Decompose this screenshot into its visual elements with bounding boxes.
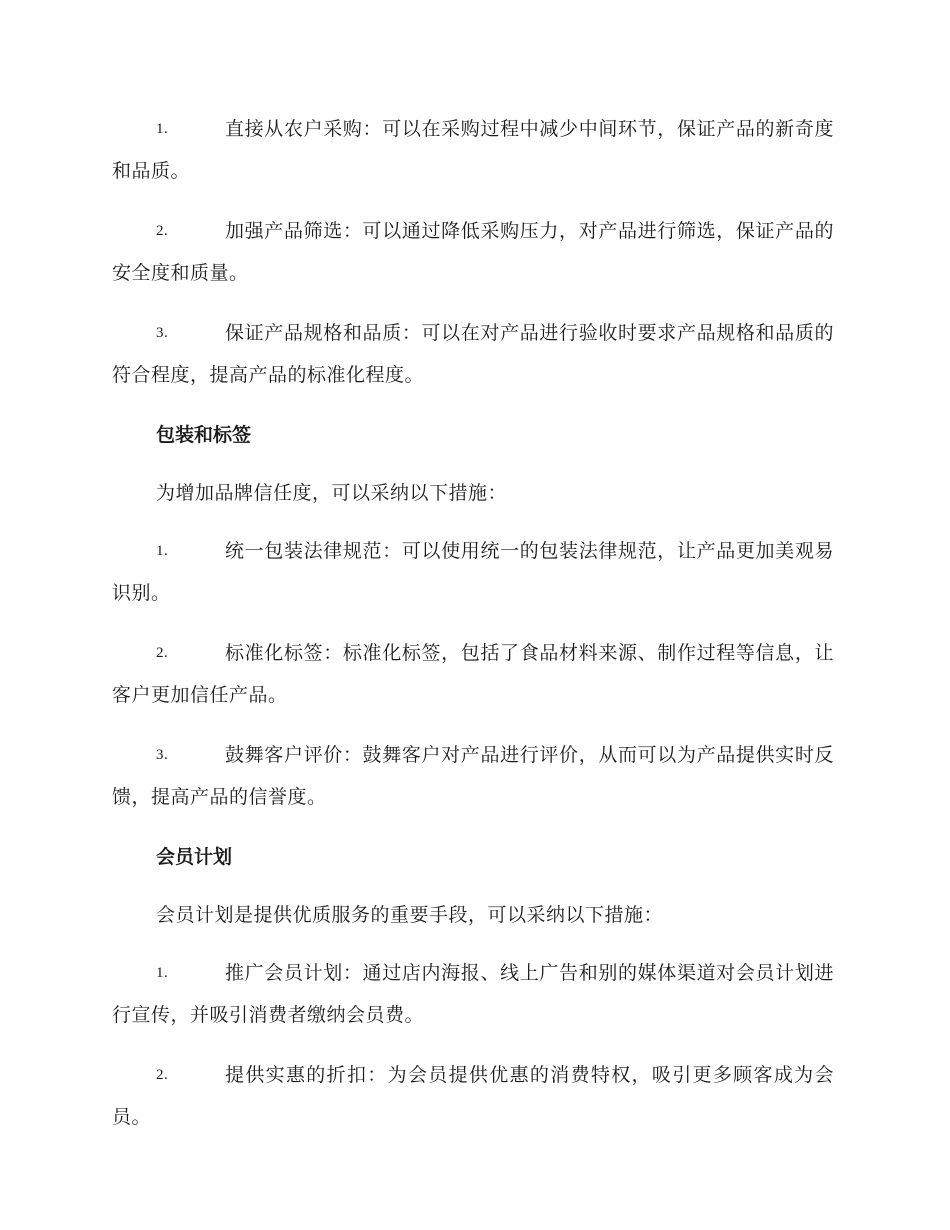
list-item-text: 提供实惠的折扣：为会员提供优惠的消费特权，吸引更多顾客成为会员。 xyxy=(112,1064,834,1128)
list-item-text: 鼓舞客户评价：鼓舞客户对产品进行评价，从而可以为产品提供实时反馈，提高产品的信誉度。 xyxy=(112,744,834,808)
list-item xyxy=(112,530,834,614)
list-item-number: 2. xyxy=(156,223,169,239)
list-item-number: 2. xyxy=(156,1067,169,1083)
list-item-text: 标准化标签：标准化标签，包括了食品材料来源、制作过程等信息，让客户更加信任产品。 xyxy=(112,642,834,706)
list-item xyxy=(112,734,834,818)
section-intro-packaging: 为增加品牌信任度，可以采纳以下措施： xyxy=(156,482,508,504)
list-item xyxy=(112,632,834,716)
list-item-text: 加强产品筛选：可以通过降低采购压力，对产品进行筛选，保证产品的安全度和质量。 xyxy=(112,220,834,284)
list-item-text: 保证产品规格和品质：可以在对产品进行验收时要求产品规格和品质的符合程度，提高产品的标准化程度。 xyxy=(112,322,834,386)
list-item xyxy=(112,312,834,396)
list-item-number: 1. xyxy=(156,965,169,981)
list-item xyxy=(112,210,834,294)
list-item-number: 2. xyxy=(156,645,169,661)
list-item-number: 1. xyxy=(156,543,169,559)
section-heading-packaging: 包装和标签 xyxy=(156,424,252,446)
section-intro-membership: 会员计划是提供优质服务的重要手段，可以采纳以下措施： xyxy=(156,904,664,926)
document-body xyxy=(112,108,834,1156)
section-heading-membership: 会员计划 xyxy=(156,846,233,868)
list-item xyxy=(112,108,834,192)
list-item xyxy=(112,1054,834,1138)
list-item xyxy=(112,952,834,1036)
list-item-text: 推广会员计划：通过店内海报、线上广告和别的媒体渠道对会员计划进行宣传，并吸引消费者缴纳会员费。 xyxy=(112,962,834,1026)
list-item-number: 1. xyxy=(156,121,169,137)
list-item-text: 统一包装法律规范：可以使用统一的包装法律规范，让产品更加美观易识别。 xyxy=(112,540,834,604)
list-item-number: 3. xyxy=(156,325,169,341)
list-item-text: 直接从农户采购：可以在采购过程中减少中间环节，保证产品的新奇度和品质。 xyxy=(112,118,834,182)
list-item-number: 3. xyxy=(156,747,169,763)
